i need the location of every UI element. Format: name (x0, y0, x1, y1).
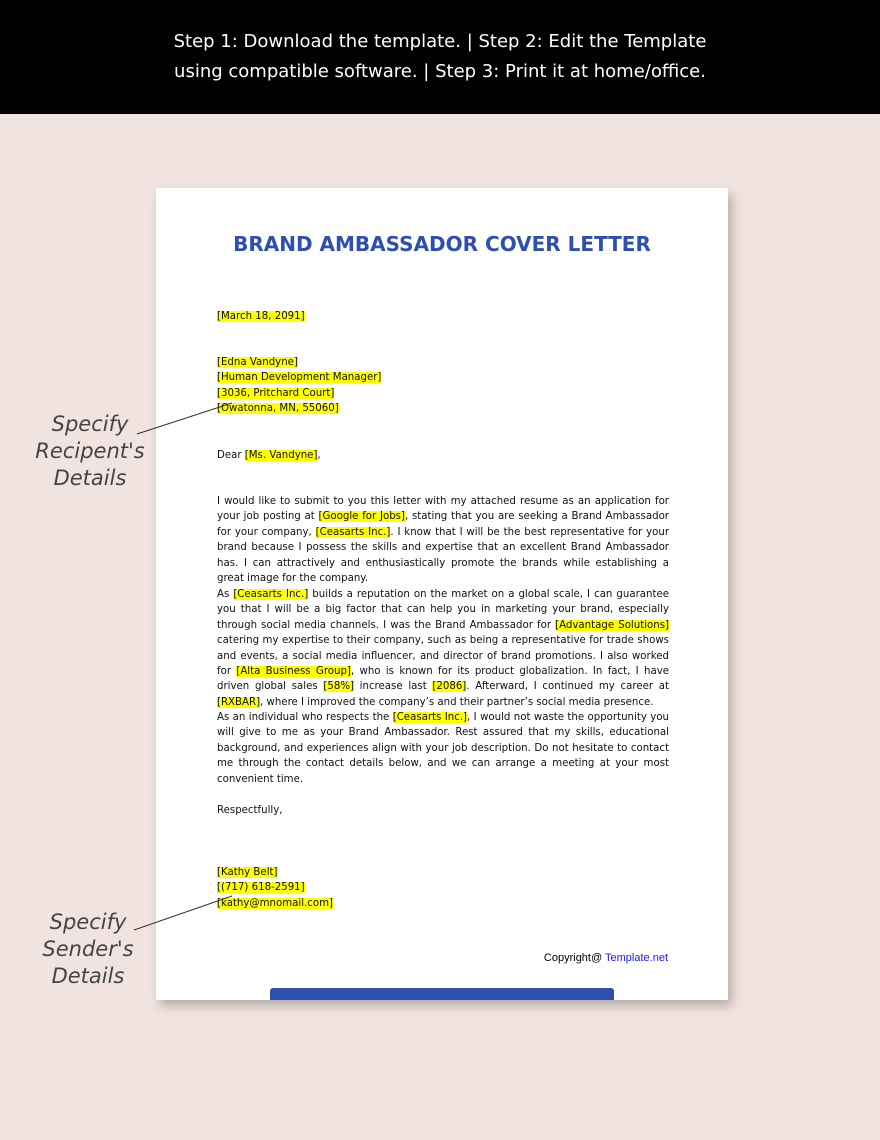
recipient-city: [Owatonna, MN, 55060] (217, 403, 339, 415)
paragraph-2: As [Ceasarts Inc.] builds a reputation on the market on a global scale, I can guarantee you that I will be a big factor that can help you in marketing your brand, especially through social media channels. I was the Brand Ambassador for [Advantage Solutions] catering my expertise to their company, such as being a representative for trade shows and events, a social media influencer, and director of brand promotions. I also worked for [Alta Business Group], who is known for its product globalization. In fact, I have driven global sales [58%] increase last [2086]. Afterward, I continued my career at [RXBAR], where I improved the company’s and their partner’s social media presence. (217, 589, 670, 708)
recipient-pointer-line (137, 403, 232, 434)
sender-email: [kathy@mnomail.com] (217, 897, 334, 909)
banner-line-2: using compatible software. | Step 3: Print it at home/office. (174, 61, 706, 82)
recipient-street: [3036, Pritchard Court] (217, 387, 335, 399)
previous-employer-2: [Alta Business Group] (236, 666, 351, 678)
previous-employer-1: [Advantage Solutions] (555, 619, 670, 631)
banner-line-1: Step 1: Download the template. | Step 2: Edit the Template (173, 31, 707, 52)
sales-increase: [58%] (323, 681, 354, 693)
recipient-annotation: Specify Recipent's Details (35, 412, 145, 490)
closing: Respectfully, (217, 805, 283, 816)
template-link[interactable]: Template.net (605, 952, 668, 964)
document-title: BRAND AMBASSADOR COVER LETTER (233, 232, 651, 256)
salutation-name: [Ms. Vandyne] (244, 450, 318, 461)
company-name: [Ceasarts Inc.] (315, 526, 391, 538)
paragraph-3: As an individual who respects the [Ceasarts Inc.], I would not waste the opportunity you will give to me as your Brand Ambassador. Rest assured that my skills, educational background, and experiences align with your job description. Do not hesitate to contact me through the contact details below, and we can arrange a meeting at your most convenient time. (217, 712, 669, 785)
sender-annotation: Specify Sender's Details (42, 910, 134, 988)
company-name: [Ceasarts Inc.] (233, 589, 309, 600)
recipient-title: [Human Development Manager] (217, 372, 382, 384)
company-name: [Ceasarts Inc.] (392, 712, 468, 723)
recipient-name: [Edna Vandyne] (217, 357, 298, 368)
year-field: [2086] (432, 681, 467, 693)
sender-pointer-line (134, 896, 232, 930)
salutation: Dear [Ms. Vandyne], (217, 450, 321, 461)
job-source: [Google for Jobs] (318, 511, 405, 523)
copyright-notice: Copyright@ Template.net (543, 952, 668, 964)
previous-employer-3: [RXBAR] (217, 696, 261, 708)
sender-name: [Kathy Belt] (217, 867, 278, 878)
date-field: [March 18, 2091] (217, 311, 305, 322)
paragraph-1: I would like to submit to you this letter with my attached resume as an application for your job posting at [Google for Jobs], stating that you are seeking a Brand Ambassador for your company, [Ceasarts Inc.]. I know that I will be the best representative for your brand because I possess the skills and expertise that an excellent Brand Ambassador has. I can attractively and enthusiastically promote the brands while establishing a great image for the company. (217, 496, 670, 585)
sender-phone: [(717) 618-2591] (217, 882, 305, 894)
